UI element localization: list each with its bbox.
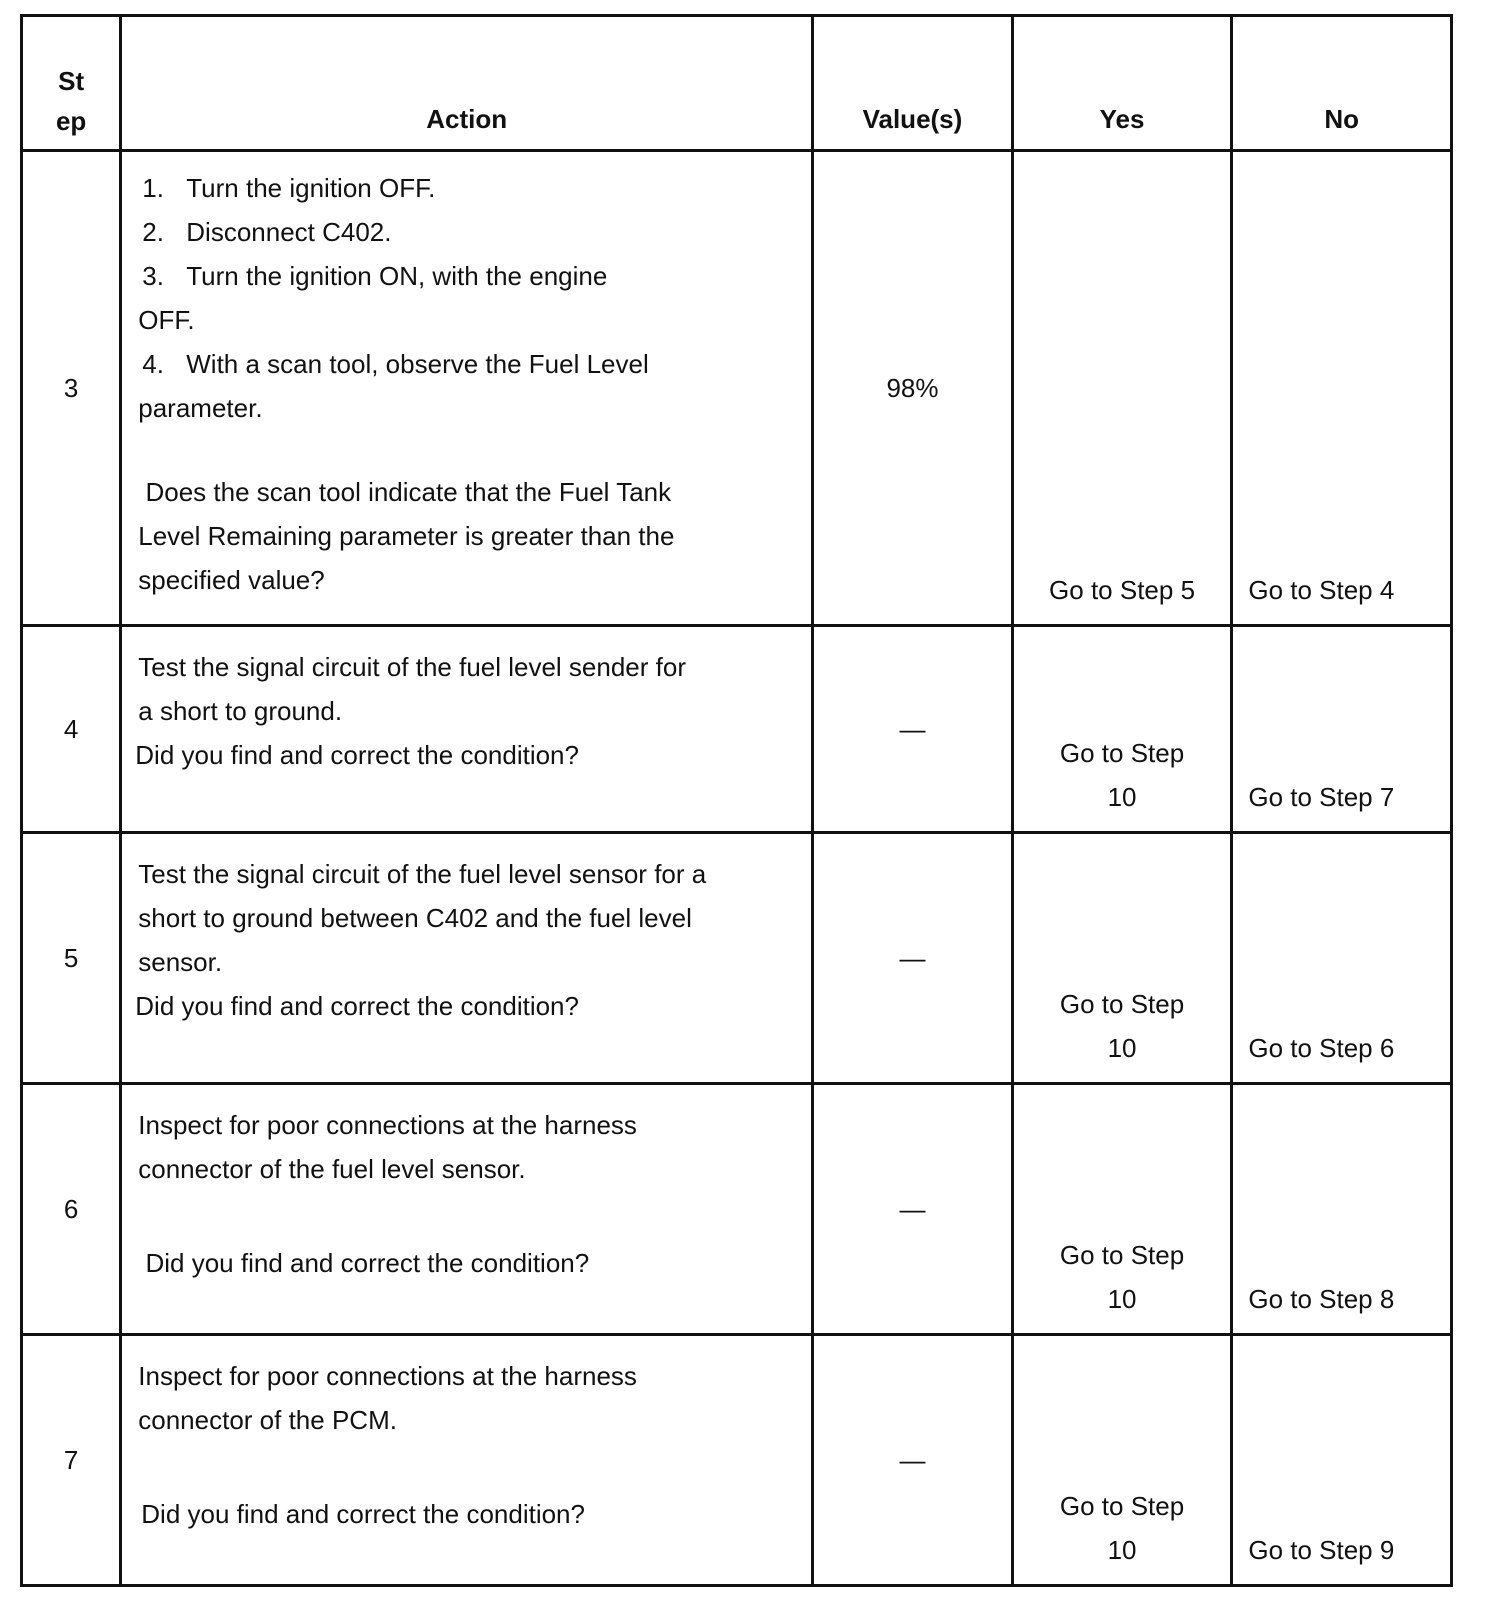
question-line: Did you find and correct the condition? [138, 1247, 590, 1278]
action-line: Inspect for poor connections at the harness [138, 1360, 637, 1391]
list-number: 4. [142, 349, 164, 379]
yes-cell: Go to Step 5 [1012, 151, 1232, 626]
diagnostic-steps-table [20, 14, 1453, 1587]
yes-cell [1012, 832, 1232, 1083]
question-line: Does the scan tool indicate that the Fuel Tank [138, 477, 672, 507]
action-line: Test the signal circuit of the fuel level sensor for a [138, 858, 707, 889]
action-cell [121, 151, 813, 626]
step-number: 3 [22, 151, 121, 626]
yes-line: 10 [1107, 1535, 1137, 1565]
header-step-line2: ep [55, 106, 87, 136]
list-item [138, 254, 801, 298]
question-line: Did you find and correct the condition? [135, 739, 579, 770]
action-line: Inspect for poor connections at the harness [138, 1109, 637, 1140]
question-line: Did you find and correct the condition? [135, 990, 579, 1021]
action-line: short to ground between C402 and the fuel level [138, 902, 692, 933]
table-row [22, 1083, 1452, 1334]
action-cell [121, 625, 813, 832]
yes-cell [1012, 1334, 1232, 1585]
value-cell: 98% [813, 151, 1013, 626]
question-line: specified value? [138, 565, 325, 595]
value-cell: — [813, 1334, 1013, 1585]
list-continuation: OFF. [138, 305, 195, 335]
list-number: 2. [142, 217, 164, 247]
value-cell: — [813, 832, 1013, 1083]
yes-line: Go to Step [1059, 1491, 1185, 1521]
yes-cell [1012, 1083, 1232, 1334]
yes-line: Go to Step [1059, 1239, 1185, 1270]
header-yes: Yes [1012, 16, 1232, 151]
yes-line: 10 [1107, 1032, 1137, 1063]
list-continuation: parameter. [138, 393, 263, 423]
yes-cell [1012, 625, 1232, 832]
header-action: Action [121, 16, 813, 151]
action-cell [121, 832, 813, 1083]
list-number: 1. [142, 173, 164, 203]
table-row [22, 1334, 1452, 1585]
list-text: Turn the ignition OFF. [186, 173, 436, 203]
yes-line: Go to Step [1059, 988, 1185, 1019]
no-cell: Go to Step 9 [1232, 1334, 1452, 1585]
table-row [22, 625, 1452, 832]
question-line: Level Remaining parameter is greater than the [138, 521, 675, 551]
action-cell [121, 1083, 813, 1334]
action-line: sensor. [138, 946, 223, 977]
yes-line: 10 [1107, 1283, 1137, 1314]
action-line: connector of the PCM. [138, 1404, 397, 1435]
list-item [138, 166, 801, 210]
no-cell: Go to Step 4 [1232, 151, 1452, 626]
header-no: No [1232, 16, 1452, 151]
value-cell: — [813, 625, 1013, 832]
step-number: 4 [22, 625, 121, 832]
table-row [22, 151, 1452, 626]
header-row [22, 16, 1452, 151]
no-cell: Go to Step 8 [1232, 1083, 1452, 1334]
list-item [138, 210, 801, 254]
action-line: connector of the fuel level sensor. [138, 1153, 526, 1184]
list-text: Disconnect C402. [186, 217, 392, 247]
list-number: 3. [142, 261, 164, 291]
step-number: 6 [22, 1083, 121, 1334]
value-cell: — [813, 1083, 1013, 1334]
yes-line: 10 [1107, 781, 1137, 812]
table-row [22, 832, 1452, 1083]
list-item [138, 342, 801, 386]
list-text: Turn the ignition ON, with the engine [186, 261, 608, 291]
action-line: Test the signal circuit of the fuel level sender for [138, 651, 686, 682]
step-number: 7 [22, 1334, 121, 1585]
step-number: 5 [22, 832, 121, 1083]
header-values: Value(s) [813, 16, 1013, 151]
question-line: Did you find and correct the condition? [141, 1498, 585, 1529]
no-cell: Go to Step 7 [1232, 625, 1452, 832]
header-step [22, 16, 121, 151]
yes-line: Go to Step [1059, 737, 1185, 768]
action-cell [121, 1334, 813, 1585]
header-step-line1: St [58, 66, 85, 96]
no-cell: Go to Step 6 [1232, 832, 1452, 1083]
list-text: With a scan tool, observe the Fuel Level [186, 349, 649, 379]
action-line: a short to ground. [138, 695, 343, 726]
